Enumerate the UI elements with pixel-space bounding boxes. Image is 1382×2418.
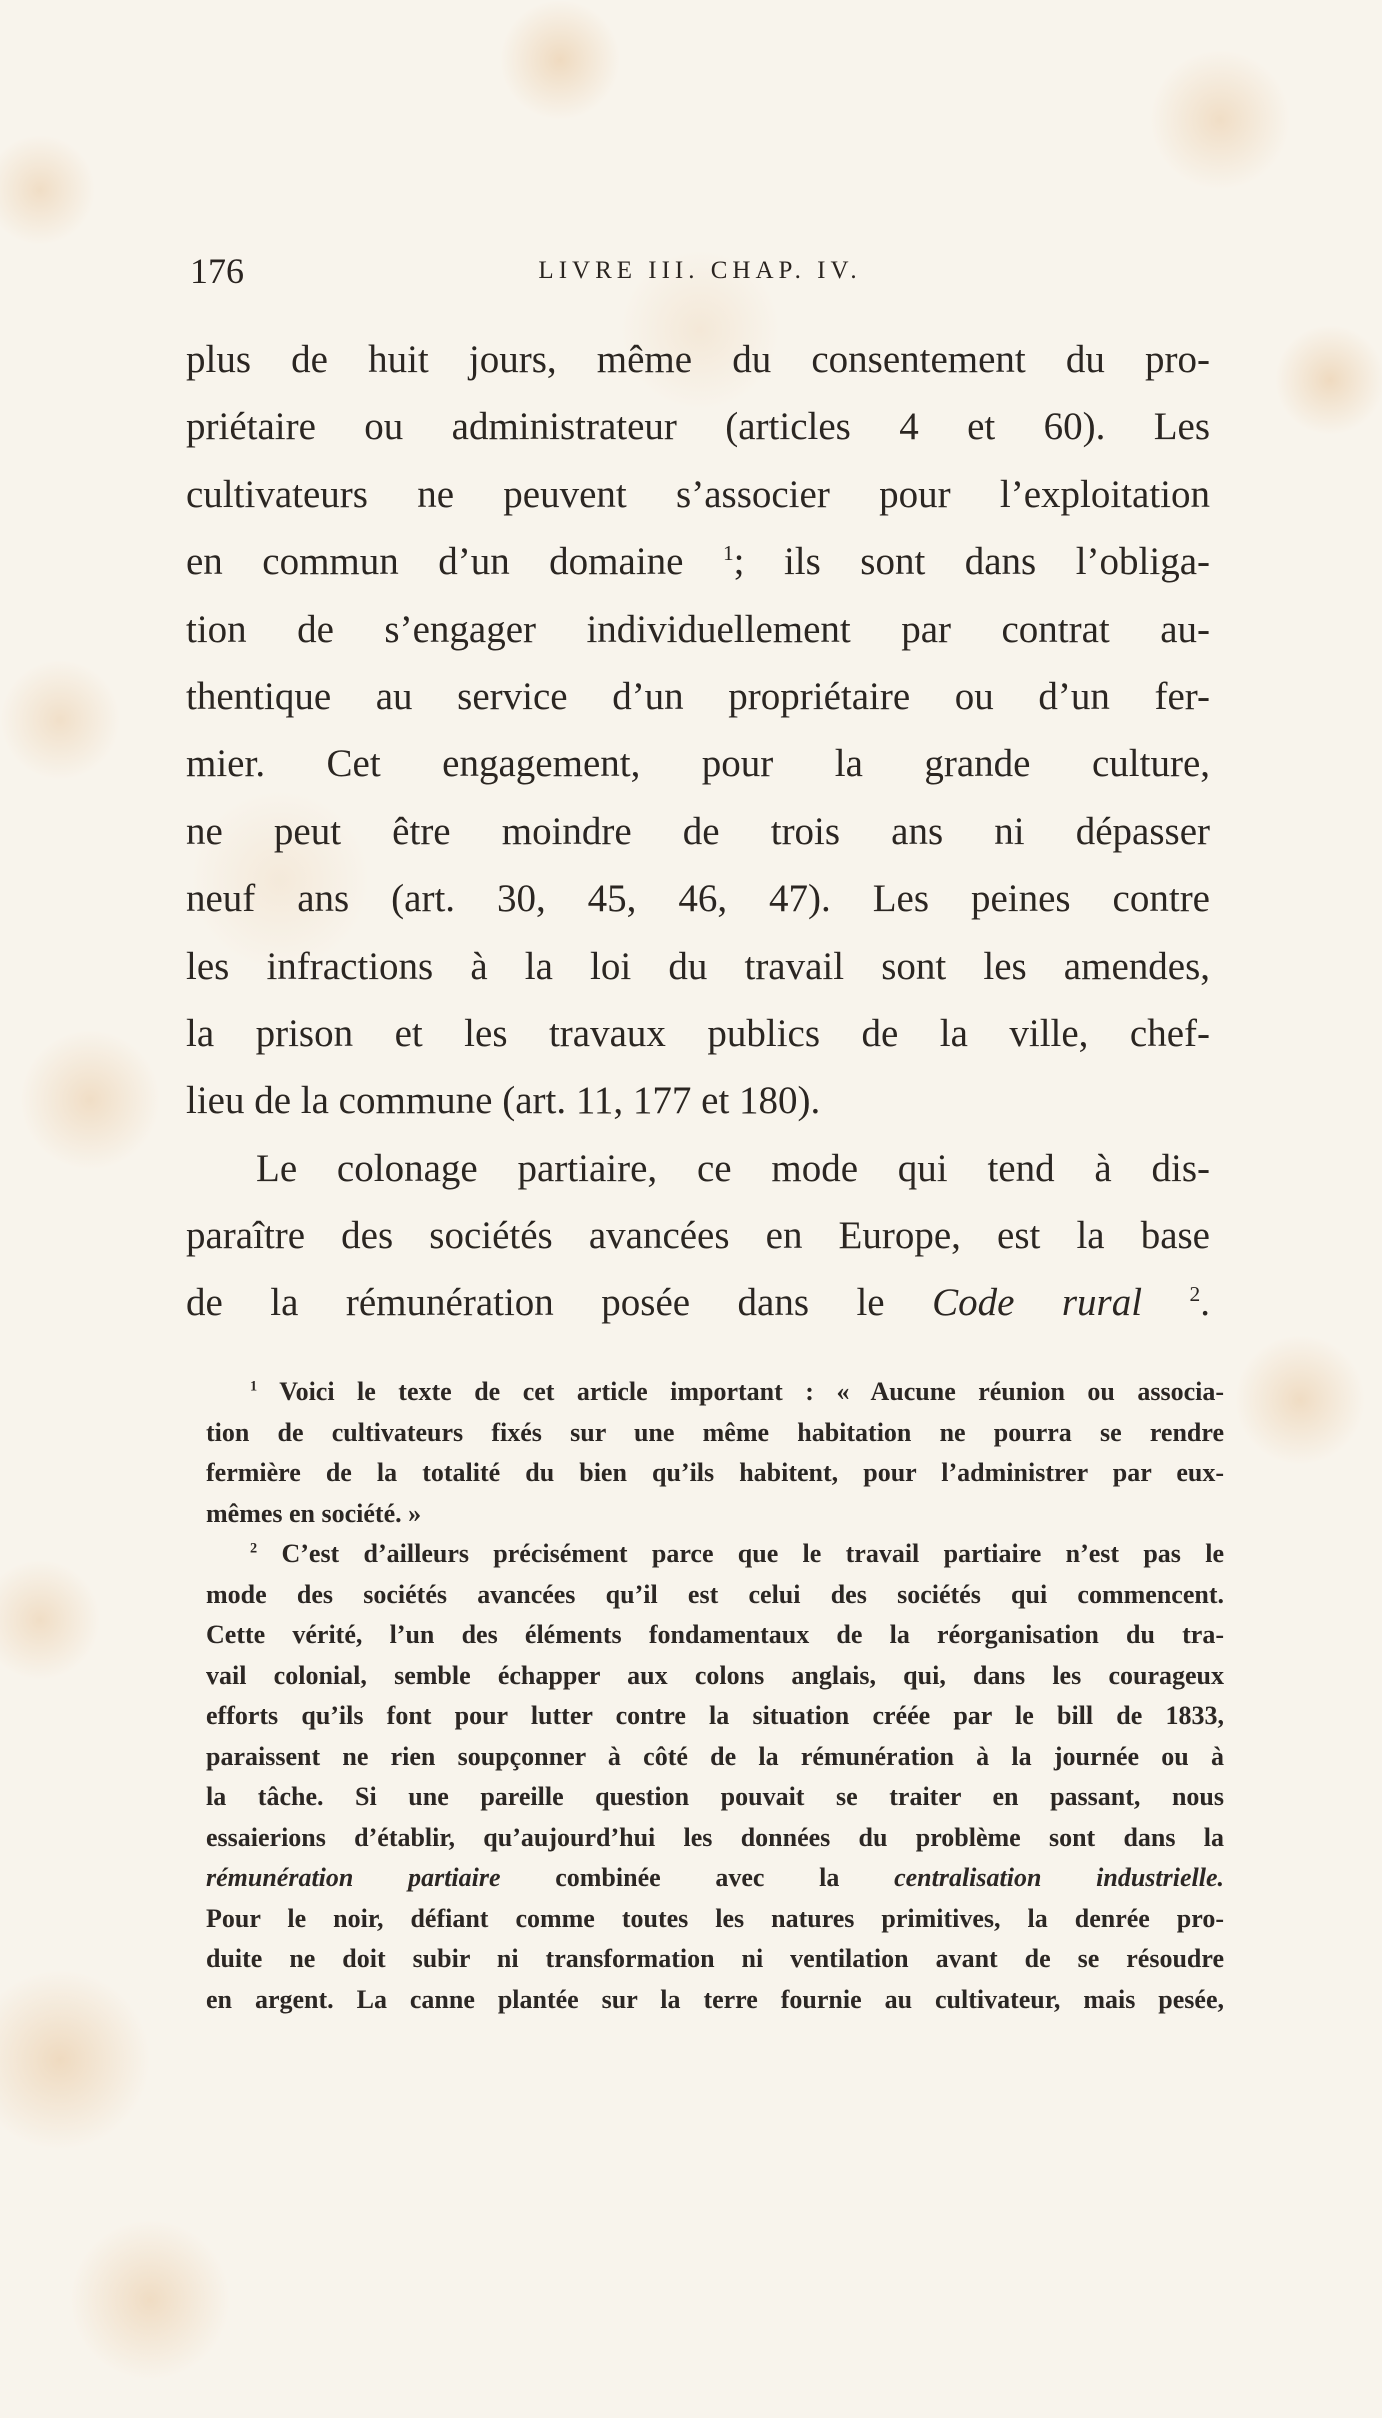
text-line: thentique au service d’un propriétaire ou d’un fer- <box>186 674 1210 718</box>
footnotes <box>206 1372 1224 2020</box>
text-fragment: combinée avec la <box>555 1863 840 1892</box>
footnote-line: mode des sociétés avancées qu’il est celui des sociétés qui commencent. <box>206 1579 1224 1609</box>
footnote-line: efforts qu’ils font pour lutter contre la situation créée par le bill de 1833, <box>206 1701 1224 1730</box>
footnote-marker: 1 <box>722 541 734 566</box>
page-header <box>190 248 1210 294</box>
text-line: cultivateurs ne peuvent s’associer pour l’exploitation <box>186 472 1210 516</box>
footnote-line: tion de cultivateurs fixés sur une même habitation ne pourra se rendre <box>206 1417 1224 1447</box>
text-line: lieu de la commune (art. 11, 177 et 180). <box>186 1079 821 1123</box>
text-fragment: de la rémunération posée dans le <box>186 1281 885 1325</box>
text-line: les infractions à la loi du travail sont les amendes, <box>186 944 1210 988</box>
footnote-line: Pour le noir, défiant comme toutes les natures primitives, la denrée pro- <box>206 1903 1224 1933</box>
text-line <box>186 1269 1210 1336</box>
text-line: Le colonage partiaire, ce mode qui tend à dis- <box>256 1146 1210 1190</box>
text-line: paraître des sociétés avancées en Europe, est la base <box>186 1214 1210 1258</box>
footnote-line: la tâche. Si une pareille question pouvait se traiter en passant, nous <box>206 1782 1224 1811</box>
text-fragment: en commun d’un domaine <box>186 540 684 584</box>
footnote-line: duite ne doit subir ni transformation ni ventilation avant de se résoudre <box>206 1944 1224 1973</box>
footnote-marker: 2 <box>1189 1282 1201 1307</box>
italic-phrase: centralisation industrielle. <box>894 1863 1224 1892</box>
running-head: LIVRE III. CHAP. IV. <box>538 257 862 284</box>
footnote-number: 2 <box>250 1540 258 1557</box>
footnote-line <box>206 1534 1224 1575</box>
page-number: 176 <box>190 251 244 291</box>
footnote-line: essaierions d’établir, qu’aujourd’hui les données du problème sont dans la <box>206 1822 1224 1852</box>
footnote-line: Cette vérité, l’un des éléments fondamentaux de la réorganisation du tra- <box>206 1620 1224 1649</box>
footnote-line <box>206 1372 1224 1413</box>
footnote-line: fermière de la totalité du bien qu’ils habitent, pour l’administrer par eux- <box>206 1458 1224 1487</box>
footnote-line: vail colonial, semble échapper aux colons anglais, qui, dans les courageux <box>206 1660 1224 1690</box>
main-text <box>186 326 1210 1337</box>
text-line <box>186 528 1210 595</box>
text-fragment: C’est d’ailleurs précisément parce que le travail partiaire n’est pas le <box>281 1539 1224 1568</box>
text-fragment: Voici le texte de cet article important : « Aucune réunion ou associa- <box>279 1377 1225 1406</box>
code-rural-title: Code rural <box>932 1281 1143 1325</box>
footnote-line <box>206 1858 1224 1899</box>
text-line: ne peut être moindre de trois ans ni dépasser <box>186 809 1210 853</box>
text-line: plus de huit jours, même du consentement du pro- <box>186 338 1210 381</box>
text-line: tion de s’engager individuellement par contrat au- <box>186 607 1210 651</box>
text-line: mier. Cet engagement, pour la grande culture, <box>186 742 1210 786</box>
footnote-number: 1 <box>250 1378 258 1395</box>
footnote-line: en argent. La canne plantée sur la terre fournie au cultivateur, mais pesée, <box>206 1984 1224 2014</box>
text-line: la prison et les travaux publics de la ville, chef- <box>186 1011 1210 1055</box>
text-fragment: . <box>1200 1281 1211 1325</box>
text-line: neuf ans (art. 30, 45, 46, 47). Les peines contre <box>186 877 1210 921</box>
text-fragment: ; ils sont dans l’obliga- <box>733 540 1210 584</box>
text-line: priétaire ou administrateur (articles 4 et 60). Les <box>186 405 1210 449</box>
italic-phrase: rémunération partiaire <box>206 1863 501 1892</box>
footnote-line: paraissent ne rien soupçonner à côté de la rémunération à la journée ou à <box>206 1741 1224 1771</box>
footnote-line: mêmes en société. » <box>206 1498 422 1528</box>
